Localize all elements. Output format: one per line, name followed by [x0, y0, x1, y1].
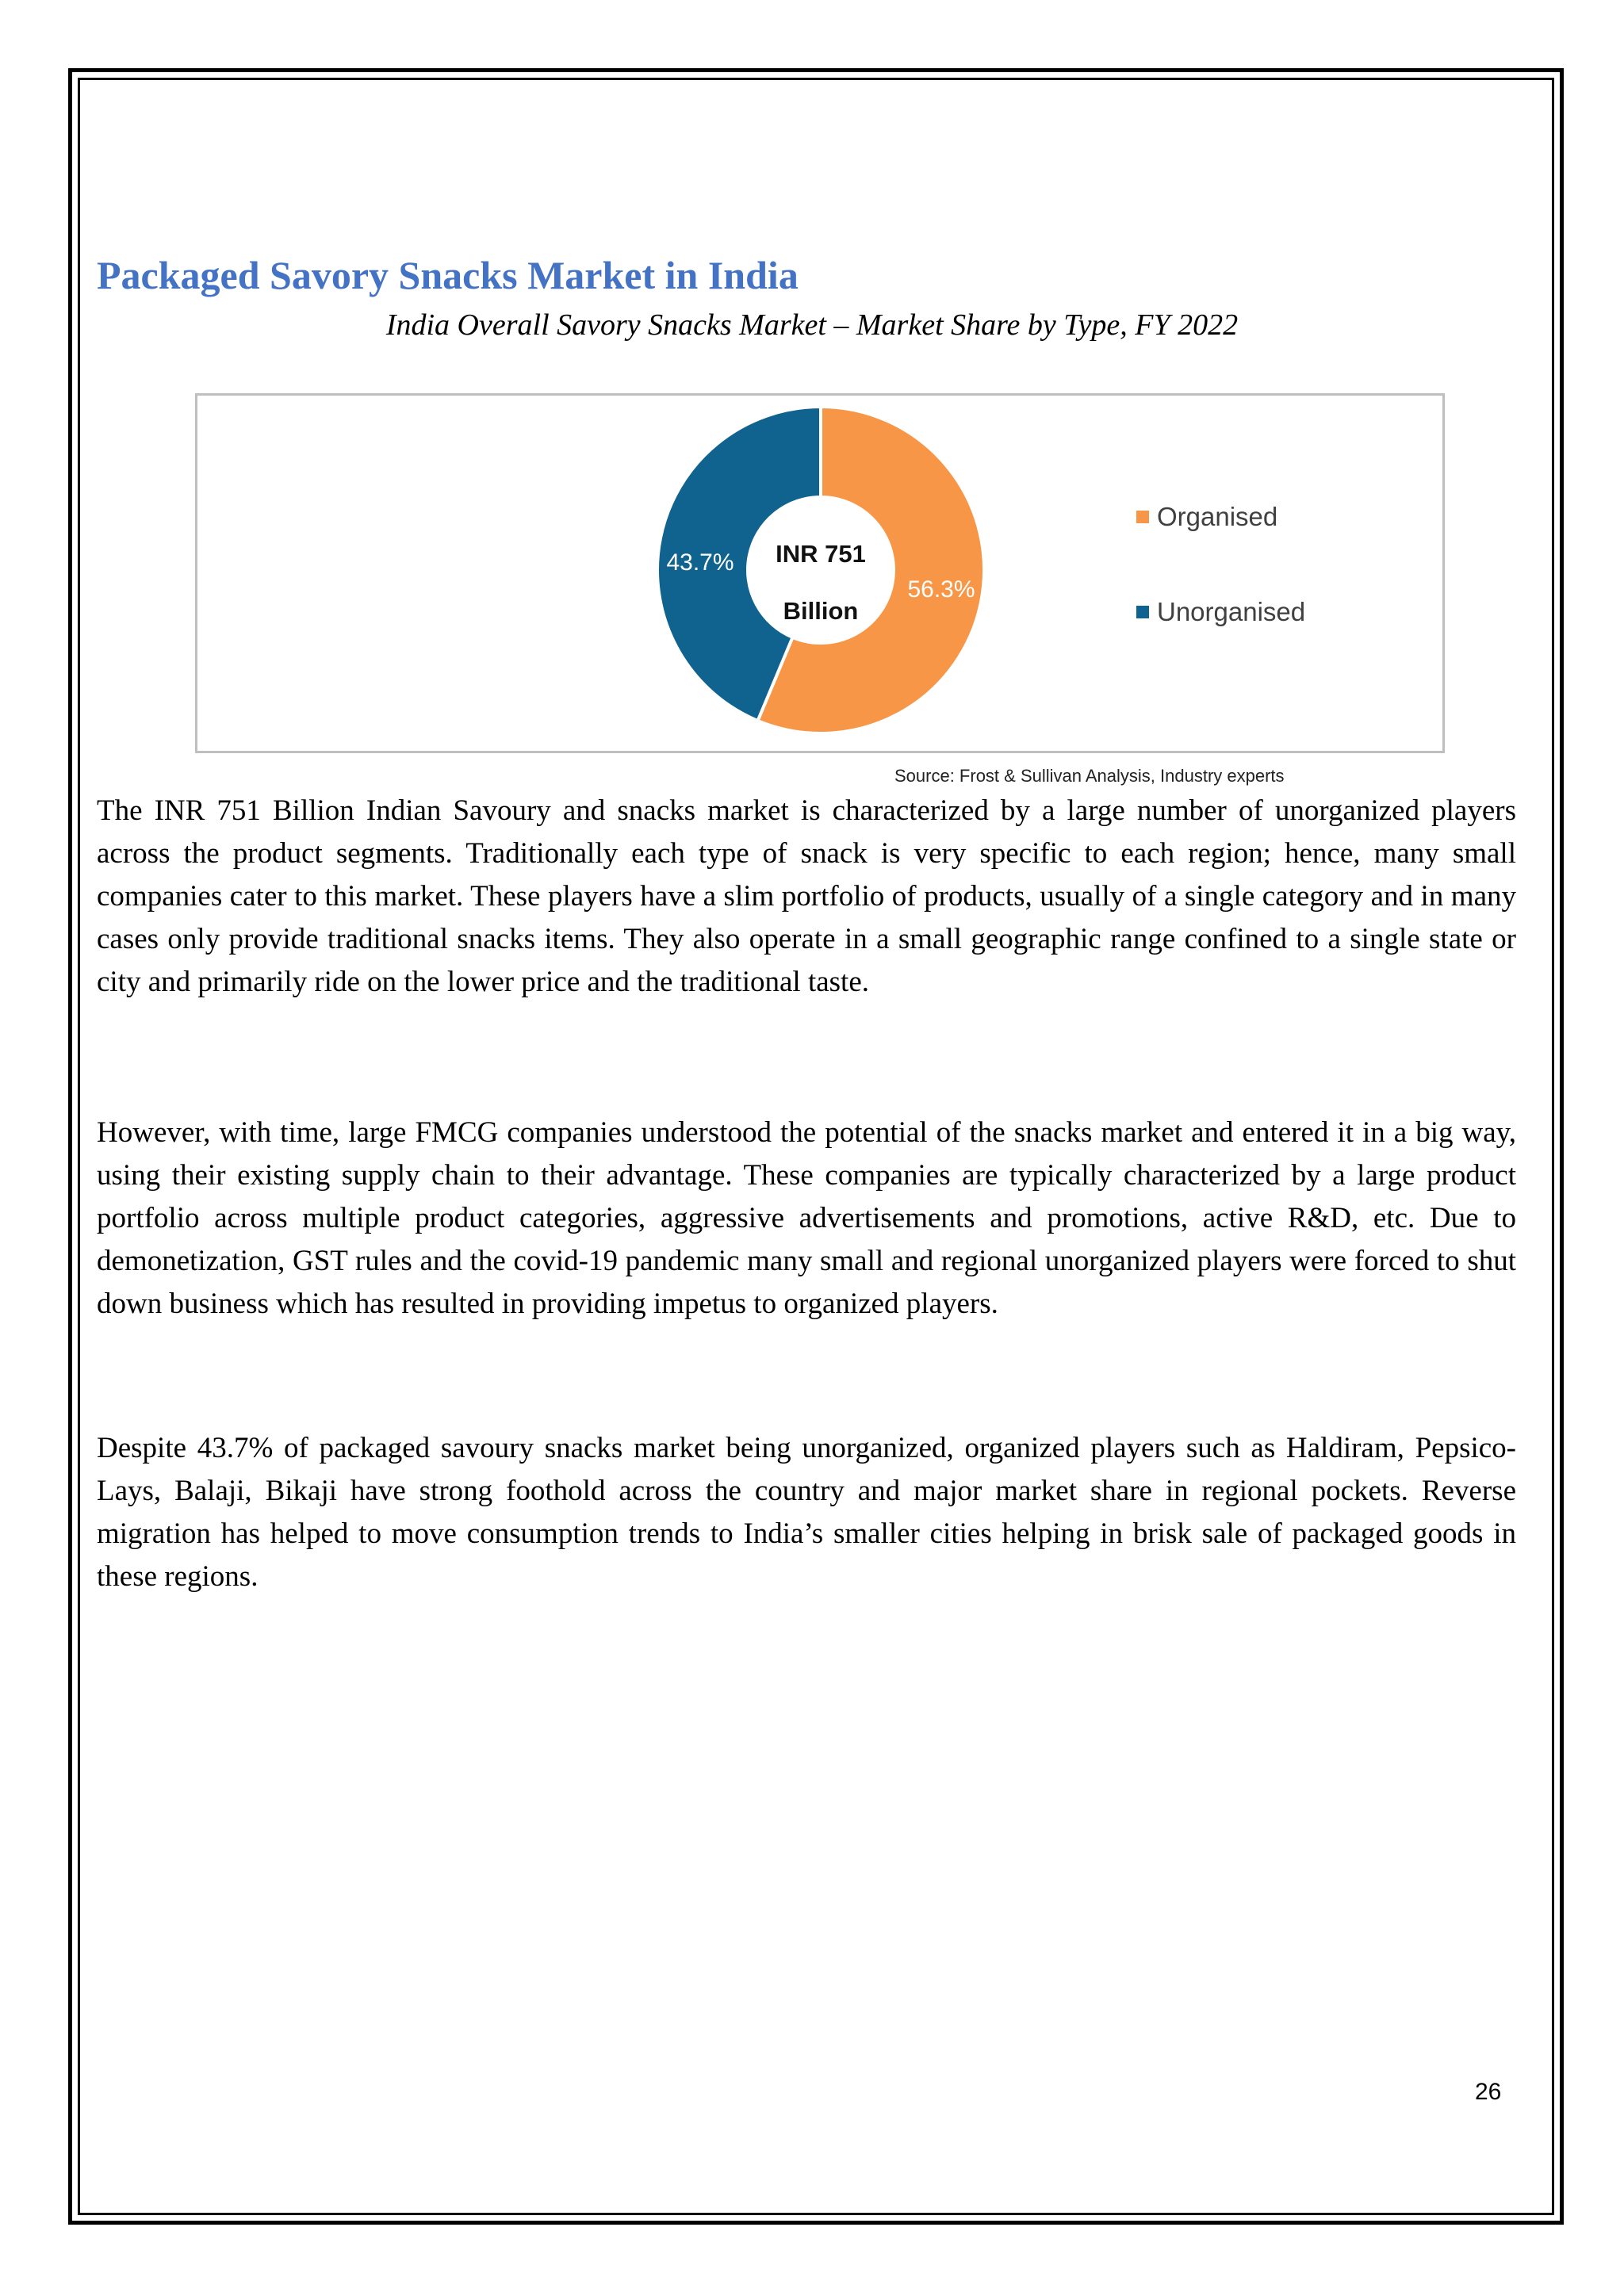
paragraph-2: However, with time, large FMCG companies understood the potential of the snacks market and entered it in a big way, using their existing supply chain to their advantage. These companies are typically characterized by a large product portfolio across multiple product categories, aggressive advertisements and promotions, active R&D, etc. Due to demonetization, GST rules and the covid-19 pandemic many small and regional unorganized players were forced to shut down business which has resulted in providing impetus to organized players. [97, 1116, 1516, 1320]
center-label-line-2: Billion [783, 597, 859, 625]
chart-caption: India Overall Savory Snacks Market – Market Share by Type, FY 2022 [385, 308, 1239, 342]
paragraph-1: The INR 751 Billion Indian Savoury and snacks market is characterized by a large number of unorganized players across the product segments. Traditionally each type of snack is very specific to each region; hence, many small companies cater to this market. These players have a slim portfolio of products, usually of a single category and in many cases only provide traditional snacks items. They also operate in a small geographic range confined to a single state or city and primarily ride on the lower price and the traditional taste. [97, 794, 1516, 998]
donut-chart [197, 396, 1442, 751]
slice-label-organised: 56.3% [907, 576, 975, 603]
legend-item-organised [1136, 502, 1277, 532]
chart-source: Source: Frost & Sullivan Analysis, Industry experts [894, 766, 1285, 786]
page-number: 26 [1475, 2079, 1502, 2105]
legend-label-unorganised: Unorganised [1157, 597, 1306, 626]
legend-swatch-organised [1136, 511, 1149, 523]
center-label-line-1: INR 751 [776, 540, 866, 568]
section-heading: Packaged Savory Snacks Market in India [97, 253, 799, 297]
legend-item-unorganised [1136, 597, 1305, 627]
paragraph-3: Despite 43.7% of packaged savoury snacks market being unorganized, organized players such as Haldiram, Pepsico- Lays, Balaji, Bikaji have strong foothold across the country and major market share in regional pockets. Reverse migration has helped to move consumption trends to India’s smaller cities helping in brisk sale of packaged goods in these regions. [97, 1432, 1516, 1593]
legend-swatch-unorganised [1136, 606, 1149, 618]
legend-label-organised: Organised [1157, 502, 1278, 531]
slice-label-unorganised: 43.7% [666, 549, 734, 576]
chart-container [195, 393, 1445, 753]
